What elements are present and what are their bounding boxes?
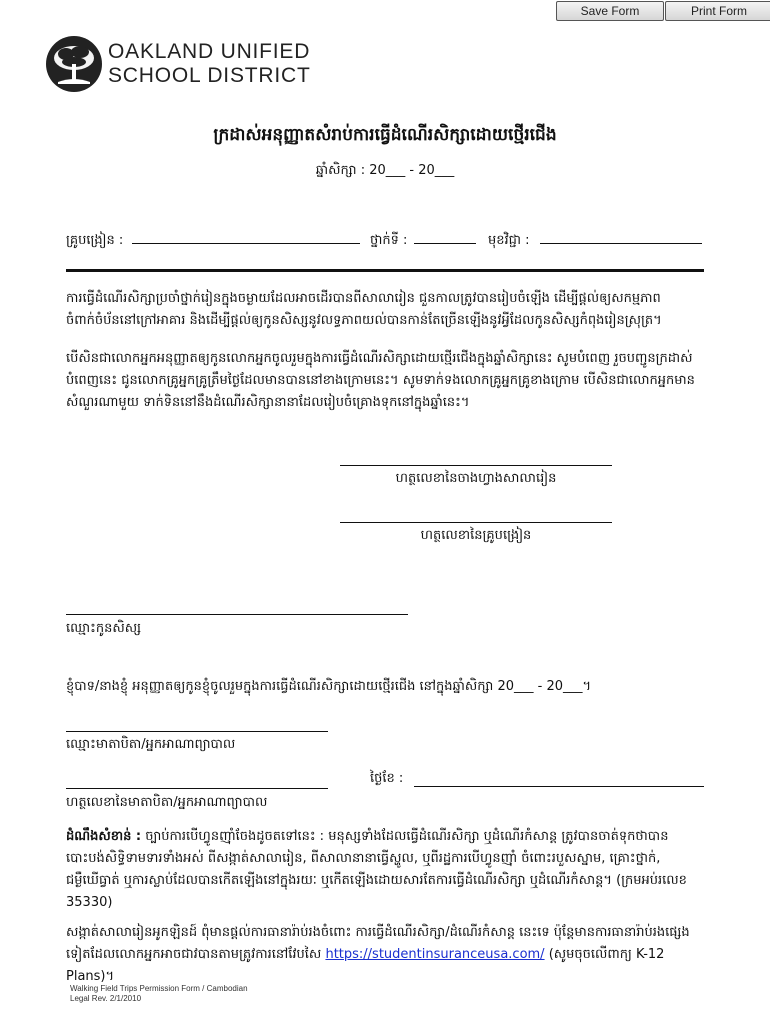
insurance-tail: (សូមចុចលើពាក្យ K-12 Plans)។ (66, 947, 665, 984)
insurance-notice (66, 922, 706, 988)
footer-form-name: Walking Field Trips Permission Form / Cambodian (70, 984, 248, 993)
subject-label: មុខវិជ្ជា : (488, 233, 530, 248)
insurance-text: សង្កាត់សាលារៀនអូកឡិនដ៍ ពុំមានផ្ដល់ការធានារ៉ាប់រងចំពោះ ការធ្វើដំណើរសិក្សា/ដំណើរកំសាន្ត នេះទេ ប៉ុន្តែមានការធានារ៉ាប់រងផ្សេងទៀតដែលលោកអ្នកអាចជាវបានតាមត្រូវការនៅវែបសៃ (66, 925, 690, 962)
consent-statement: ខ្ញុំបាទ/នាងខ្ញុំ អនុញ្ញាតឲ្យកូនខ្ញុំចូលរួមក្នុងការធ្វើដំណើរសិក្សាដោយថ្មើរជើង នៅក្នុងឆ្នាំសិក្សា 20___ - 20___។ (66, 679, 592, 694)
date-label: ថ្ងៃខែ : (370, 771, 404, 786)
teacher-signature-label: ហត្ថលេខានៃគ្រូបង្រៀន (420, 528, 532, 543)
notice-text: ច្បាប់ការបើហ្វូនញ៉ាំចែងដូចតទៅនេះ : មនុស្សទាំងដែលធ្វើដំណើរសិក្សា ឬដំណើរកំសាន្ត ត្រូវបានចាត់ទុកថាបានបោះបង់សិទ្ធិទាមទារទាំងអស់ ពីសង្កាត់សាលារៀន, ពីសាលានានាធ្វើស្ហូល, ឬពីរដ្ឋការបើហ្វូនញ៉ាំ ចំពោះរបួសស្នាម, គ្រោះថ្នាក់, ជម្ងឺឃើធ្វាត់ ឬការស្លាប់ដែលបានកើតឡើងនៅក្នុងរយៈ ឬកើតឡើងដោយសារតែការធ្វើដំណើរសិក្សា ឬដំណើរកំសាន្ត។ (ក្រមអប់រលេខ 35330) (66, 829, 687, 910)
parent-name-field[interactable] (66, 731, 328, 732)
grade-field[interactable] (414, 243, 476, 244)
student-name-field[interactable] (66, 614, 408, 615)
important-notice (66, 826, 706, 914)
print-form-button[interactable]: Print Form (665, 1, 770, 21)
footer-revision: Legal Rev. 2/1/2010 (70, 994, 142, 1003)
teacher-field[interactable] (132, 243, 360, 244)
notice-heading: ដំណឹងសំខាន់ : (66, 829, 142, 844)
district-name (108, 40, 311, 88)
oak-tree-logo-icon (44, 34, 104, 94)
parent-signature-line[interactable] (66, 788, 328, 789)
date-field[interactable] (414, 786, 704, 787)
district-line-2: SCHOOL DISTRICT (108, 64, 311, 87)
parent-signature-label: ហត្ថលេខានៃមាតាបិតា/អ្នកអាណាព្យាបាល (66, 795, 268, 810)
school-year-label: ឆ្នាំសិក្សា : 20___ - 20___ (315, 163, 455, 178)
teacher-signature-line[interactable] (340, 522, 612, 523)
footer (70, 984, 248, 1004)
section-divider (66, 269, 704, 272)
parent-name-label: ឈ្មោះមាតាបិតា/អ្នកអាណាព្យាបាល (66, 737, 236, 752)
intro-paragraph: ការធ្វើដំណើរសិក្សាប្រចាំថ្នាក់រៀនក្នុងចម្ងាយដែលអាចដើរបានពីសាលារៀន ជួនកាលត្រូវបានរៀបចំឡើង ដើម្បីផ្ដល់ឲ្យសកម្មភាពចំពាក់ចំប័ននៅក្រៅអាគារ និងដើម្បីផ្ដល់ឲ្យកូនសិស្សនូវលទ្ធភាពយល់បានកាន់តែច្រើនឡើងនូវអ្វីដែលកូនសិស្សកំពុងរៀនស្រុត្រ។ (66, 291, 662, 328)
insurance-link[interactable]: https://studentinsuranceusa.com/ (325, 947, 545, 962)
student-name-label: ឈ្មោះកូនសិស្ស (66, 621, 141, 636)
form-title: ក្រដាស់អនុញ្ញាតសំរាប់ការធ្វើដំណើរសិក្សាដោយថ្មើរជើង (213, 125, 557, 145)
instruction-paragraph: បើសិនជាលោកអ្នកអនុញ្ញាតឲ្យកូនលោកអ្នកចូលរួមក្នុងការធ្វើដំណើរសិក្សាដោយថ្មើរជើងក្នុងឆ្នាំសិក្សានេះ សូមបំពេញ រួចបញ្ជូនក្រដាស់បំពេញនេះ ជូនលោកគ្រូអ្នកគ្រូត្រឹមថ្ងៃដែលមានបាននៅខាងក្រោមនេះ។ សូមទាក់ទងលោកគ្រូអ្នកគ្រូខាងក្រោម បើសិនជាលោកអ្នកមានសំណួរណាមួយ ទាក់ទិននៅនឹងដំណើរសិក្សានានាដែលរៀបចំគ្រោងទុកនៅក្នុងឆ្នាំនេះ។ (66, 351, 695, 410)
teacher-label: គ្រូបង្រៀន : (66, 233, 124, 248)
save-form-button[interactable]: Save Form (556, 1, 664, 21)
grade-label: ថ្នាក់ទី : (370, 233, 408, 248)
principal-signature-label: ហត្ថលេខានៃចាងហ្វាងសាលារៀន (395, 471, 557, 486)
district-line-1: OAKLAND UNIFIED (108, 40, 311, 63)
subject-field[interactable] (540, 243, 702, 244)
principal-signature-line[interactable] (340, 465, 612, 466)
